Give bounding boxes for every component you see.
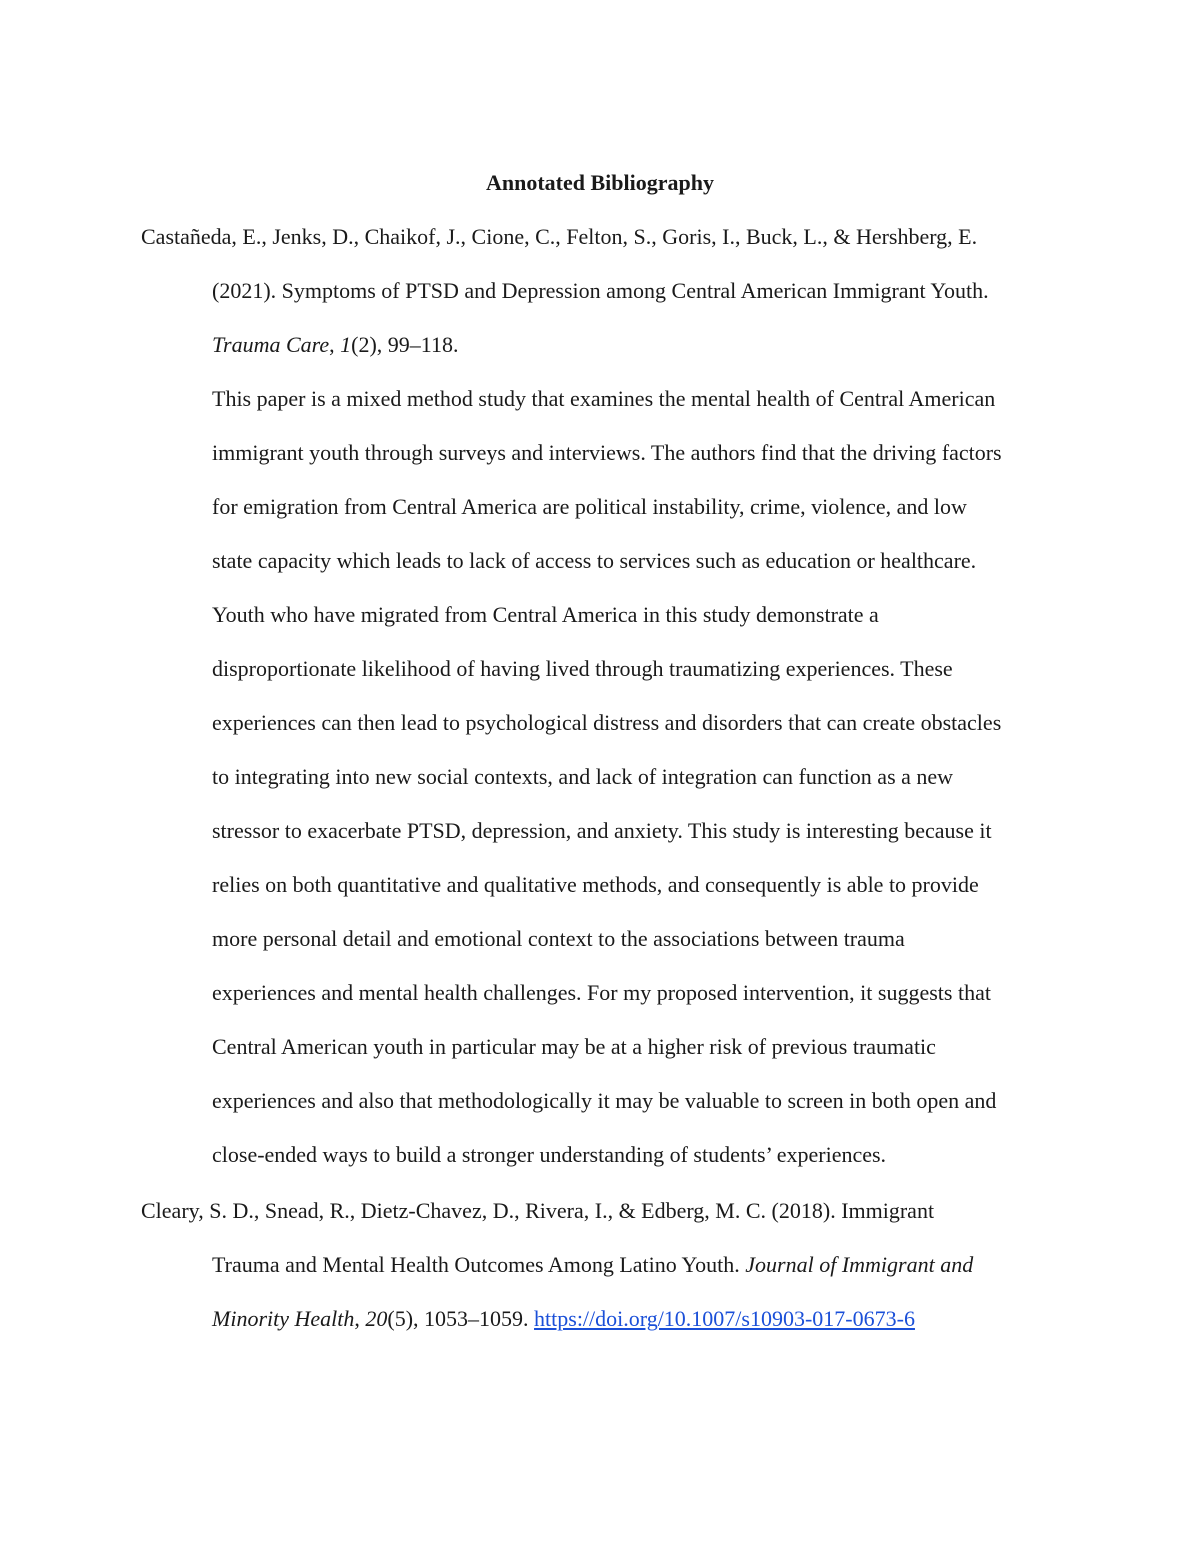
annotation-line: This paper is a mixed method study that examines the mental health of Central American	[212, 386, 996, 411]
entry-2-journal-part-2: Minority Health	[212, 1306, 355, 1331]
entry-2-line-3	[141, 1292, 1066, 1346]
entry-1-volume: 1	[340, 332, 352, 357]
annotation-line: to integrating into new social contexts, and lack of integration can function as a new	[212, 764, 954, 789]
annotation-line: disproportionate likelihood of having lived through traumatizing experiences. These	[212, 656, 953, 681]
entry-1-line-3	[141, 318, 1066, 372]
annotation-line: more personal detail and emotional context to the associations between trauma	[212, 926, 905, 951]
entry-2-line-1: Cleary, S. D., Snead, R., Dietz-Chavez, D., Rivera, I., & Edberg, M. C. (2018). Immigrant	[141, 1198, 935, 1223]
annotation-line: Central American youth in particular may be at a higher risk of previous traumatic	[212, 1034, 936, 1059]
bibliography-entry-1	[141, 210, 1066, 372]
entry-1-issue-pages: (2), 99–118.	[351, 332, 459, 357]
entry-2-volume: 20	[365, 1306, 388, 1331]
entry-2-doi-link[interactable]: https://doi.org/10.1007/s10903-017-0673-6	[534, 1306, 915, 1331]
entry-2-line-2	[141, 1238, 1066, 1292]
entry-1-line-1: Castañeda, E., Jenks, D., Chaikof, J., Cione, C., Felton, S., Goris, I., Buck, L., & Hershberg, E.	[141, 224, 978, 249]
annotation-line: experiences and also that methodologically it may be valuable to screen in both open and	[212, 1088, 997, 1113]
entry-2-issue-pages: (5), 1053–1059.	[387, 1306, 535, 1331]
entry-2-journal-part-1: Journal of Immigrant and	[745, 1252, 974, 1277]
entry-1-comma: ,	[329, 332, 341, 357]
annotation-line: experiences can then lead to psychological distress and disorders that can create obstacles	[212, 710, 1002, 735]
annotation-line: Youth who have migrated from Central America in this study demonstrate a	[212, 602, 879, 627]
annotation-line: experiences and mental health challenges. For my proposed intervention, it suggests that	[212, 980, 991, 1005]
document-title: Annotated Bibliography	[486, 170, 714, 195]
annotation-line: state capacity which leads to lack of access to services such as education or healthcare.	[212, 548, 977, 573]
annotation-line: close-ended ways to build a stronger understanding of students’ experiences.	[212, 1142, 887, 1167]
entry-1-journal: Trauma Care	[212, 332, 330, 357]
annotation-line: immigrant youth through surveys and interviews. The authors find that the driving factors	[212, 440, 1002, 465]
bibliography-entry-2	[141, 1184, 1066, 1346]
annotation-paragraph	[212, 372, 1072, 1182]
entry-1-line-2: (2021). Symptoms of PTSD and Depression among Central American Immigrant Youth.	[212, 278, 989, 303]
annotation-line: stressor to exacerbate PTSD, depression, and anxiety. This study is interesting because it	[212, 818, 992, 843]
annotation-line: for emigration from Central America are political instability, crime, violence, and low	[212, 494, 967, 519]
entry-2-article-title: Trauma and Mental Health Outcomes Among Latino Youth.	[212, 1252, 746, 1277]
annotation-line: relies on both quantitative and qualitative methods, and consequently is able to provide	[212, 872, 979, 897]
entry-2-comma: ,	[354, 1306, 366, 1331]
